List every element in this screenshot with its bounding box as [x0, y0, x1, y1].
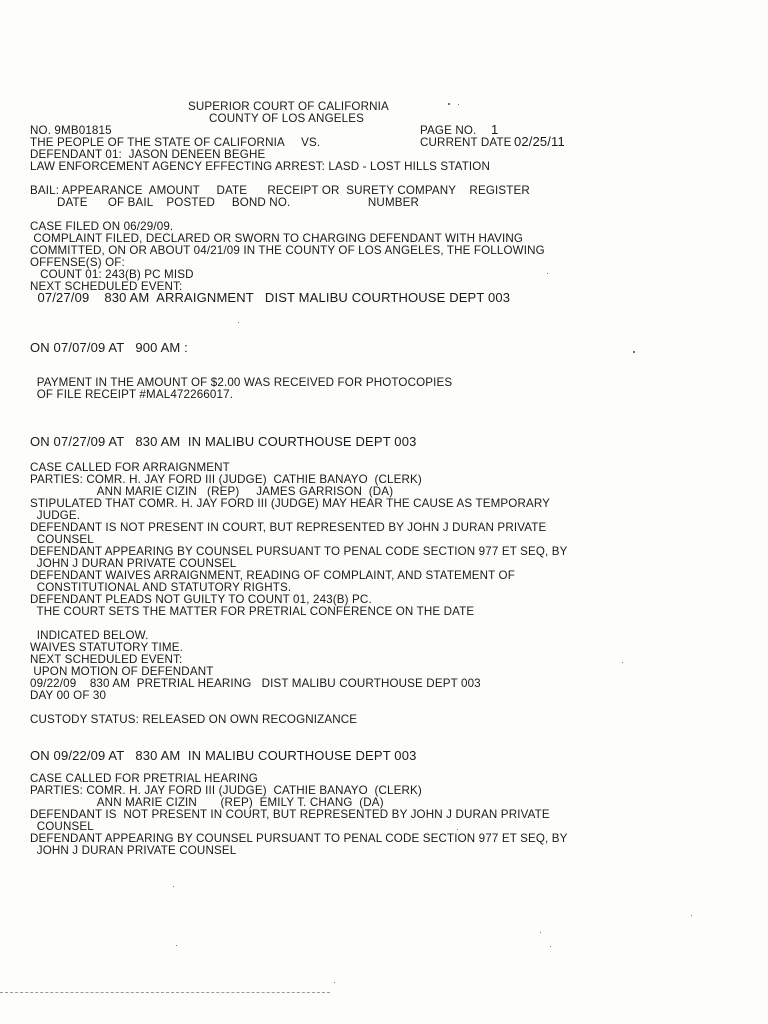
scan-speck [448, 103, 450, 105]
court-name: SUPERIOR COURT OF CALIFORNIA [188, 100, 389, 113]
scan-speck [691, 915, 692, 916]
next-event-label: NEXT SCHEDULED EVENT: [30, 280, 183, 293]
scan-speck [176, 945, 177, 946]
scan-speck [457, 829, 458, 830]
current-date: 02/25/11 [514, 134, 565, 149]
scan-speck [458, 104, 459, 105]
entry-line: PARTIES: COMR. H. JAY FORD III (JUDGE) CATHIE BANAYO (CLERK) [30, 473, 422, 486]
entry-line: PAYMENT IN THE AMOUNT OF $2.00 WAS RECEIVED FOR PHOTOCOPIES [30, 376, 453, 389]
entry-line: COUNSEL [30, 820, 94, 833]
entry-line: PARTIES: COMR. H. JAY FORD III (JUDGE) CATHIE BANAYO (CLERK) [30, 784, 422, 797]
entry-line: DEFENDANT APPEARING BY COUNSEL PURSUANT TO PENAL CODE SECTION 977 ET SEQ, BY [30, 832, 568, 845]
scan-speck [238, 322, 239, 323]
entry-line: JUDGE. [30, 509, 81, 522]
entry-line: 09/22/09 830 AM PRETRIAL HEARING DIST MALIBU COURTHOUSE DEPT 003 [30, 677, 481, 690]
bail-header-row2: DATE OF BAIL POSTED BOND NO. NUMBER [30, 196, 420, 209]
bail-header-row1: BAIL: APPEARANCE AMOUNT DATE RECEIPT OR SURETY COMPANY REGISTER [30, 184, 530, 197]
case-filed-line: CASE FILED ON 06/29/09. [30, 220, 174, 233]
entry-line: CONSTITUTIONAL AND STATUTORY RIGHTS. [30, 581, 292, 594]
scan-speck [173, 886, 174, 887]
scan-speck [622, 662, 623, 663]
entry-heading: ON 07/27/09 AT 830 AM IN MALIBU COURTHOUSE DEPT 003 [30, 434, 417, 449]
entry-line: INDICATED BELOW. [30, 629, 149, 642]
scan-speck [547, 273, 548, 274]
page-label: PAGE NO. [420, 124, 477, 137]
entry-line: NEXT SCHEDULED EVENT: [30, 653, 183, 666]
complaint-line: OFFENSE(S) OF: [30, 256, 125, 269]
scan-edge-line [0, 992, 330, 993]
complaint-line: COMPLAINT FILED, DECLARED OR SWORN TO CHARGING DEFENDANT WITH HAVING [30, 232, 524, 245]
entry-line: DEFENDANT APPEARING BY COUNSEL PURSUANT TO PENAL CODE SECTION 977 ET SEQ, BY [30, 545, 568, 558]
entry-line: COUNSEL [30, 533, 94, 546]
next-event-line: 07/27/09 830 AM ARRAIGNMENT DIST MALIBU COURTHOUSE DEPT 003 [30, 290, 511, 305]
entry-line: DEFENDANT PLEADS NOT GUILTY TO COUNT 01, 243(B) PC. [30, 593, 372, 606]
entry-heading: ON 07/07/09 AT 900 AM : [30, 340, 188, 355]
entry-line: DEFENDANT IS NOT PRESENT IN COURT, BUT REPRESENTED BY JOHN J DURAN PRIVATE [30, 808, 550, 821]
scan-speck [334, 982, 335, 983]
complaint-line: COMMITTED, ON OR ABOUT 04/21/09 IN THE COUNTY OF LOS ANGELES, THE FOLLOWING [30, 244, 545, 257]
case-number: NO. 9MB01815 [30, 124, 112, 137]
current-date-label: CURRENT DATE [420, 136, 512, 149]
entry-line: CASE CALLED FOR PRETRIAL HEARING [30, 772, 258, 785]
entry-line: DEFENDANT WAIVES ARRAIGNMENT, READING OF COMPLAINT, AND STATEMENT OF [30, 569, 515, 582]
entry-line: JOHN J DURAN PRIVATE COUNSEL [30, 557, 237, 570]
scan-speck [633, 351, 635, 353]
defendant-line: DEFENDANT 01: JASON DENEEN BEGHE [30, 148, 266, 161]
scan-speck [540, 932, 541, 933]
entry-line: JOHN J DURAN PRIVATE COUNSEL [30, 844, 237, 857]
entry-line: ANN MARIE CIZIN (REP) JAMES GARRISON (DA) [30, 485, 394, 498]
page-number: 1 [491, 122, 499, 137]
entry-line: WAIVES STATUTORY TIME. [30, 641, 183, 654]
entry-line: THE COURT SETS THE MATTER FOR PRETRIAL CONFERENCE ON THE DATE [30, 605, 475, 618]
entry-line: OF FILE RECEIPT #MAL472266017. [30, 388, 234, 401]
entry-line: UPON MOTION OF DEFENDANT [30, 665, 214, 678]
parties-line: THE PEOPLE OF THE STATE OF CALIFORNIA VS. [30, 136, 321, 149]
entry-line: DAY 00 OF 30 [30, 689, 107, 702]
county-name: COUNTY OF LOS ANGELES [209, 112, 364, 125]
entry-line: STIPULATED THAT COMR. H. JAY FORD III (JUDGE) MAY HEAR THE CAUSE AS TEMPORARY [30, 497, 551, 510]
agency-line: LAW ENFORCEMENT AGENCY EFFECTING ARREST: LASD - LOST HILLS STATION [30, 160, 490, 173]
custody-status: CUSTODY STATUS: RELEASED ON OWN RECOGNIZANCE [30, 713, 358, 726]
entry-line: ANN MARIE CIZIN (REP) EMILY T. CHANG (DA) [30, 796, 384, 809]
entry-heading: ON 09/22/09 AT 830 AM IN MALIBU COURTHOUSE DEPT 003 [30, 748, 417, 763]
scan-speck [550, 946, 551, 947]
count-line: COUNT 01: 243(B) PC MISD [30, 268, 194, 281]
entry-line: CASE CALLED FOR ARRAIGNMENT [30, 461, 230, 474]
entry-line: DEFENDANT IS NOT PRESENT IN COURT, BUT REPRESENTED BY JOHN J DURAN PRIVATE [30, 521, 547, 534]
